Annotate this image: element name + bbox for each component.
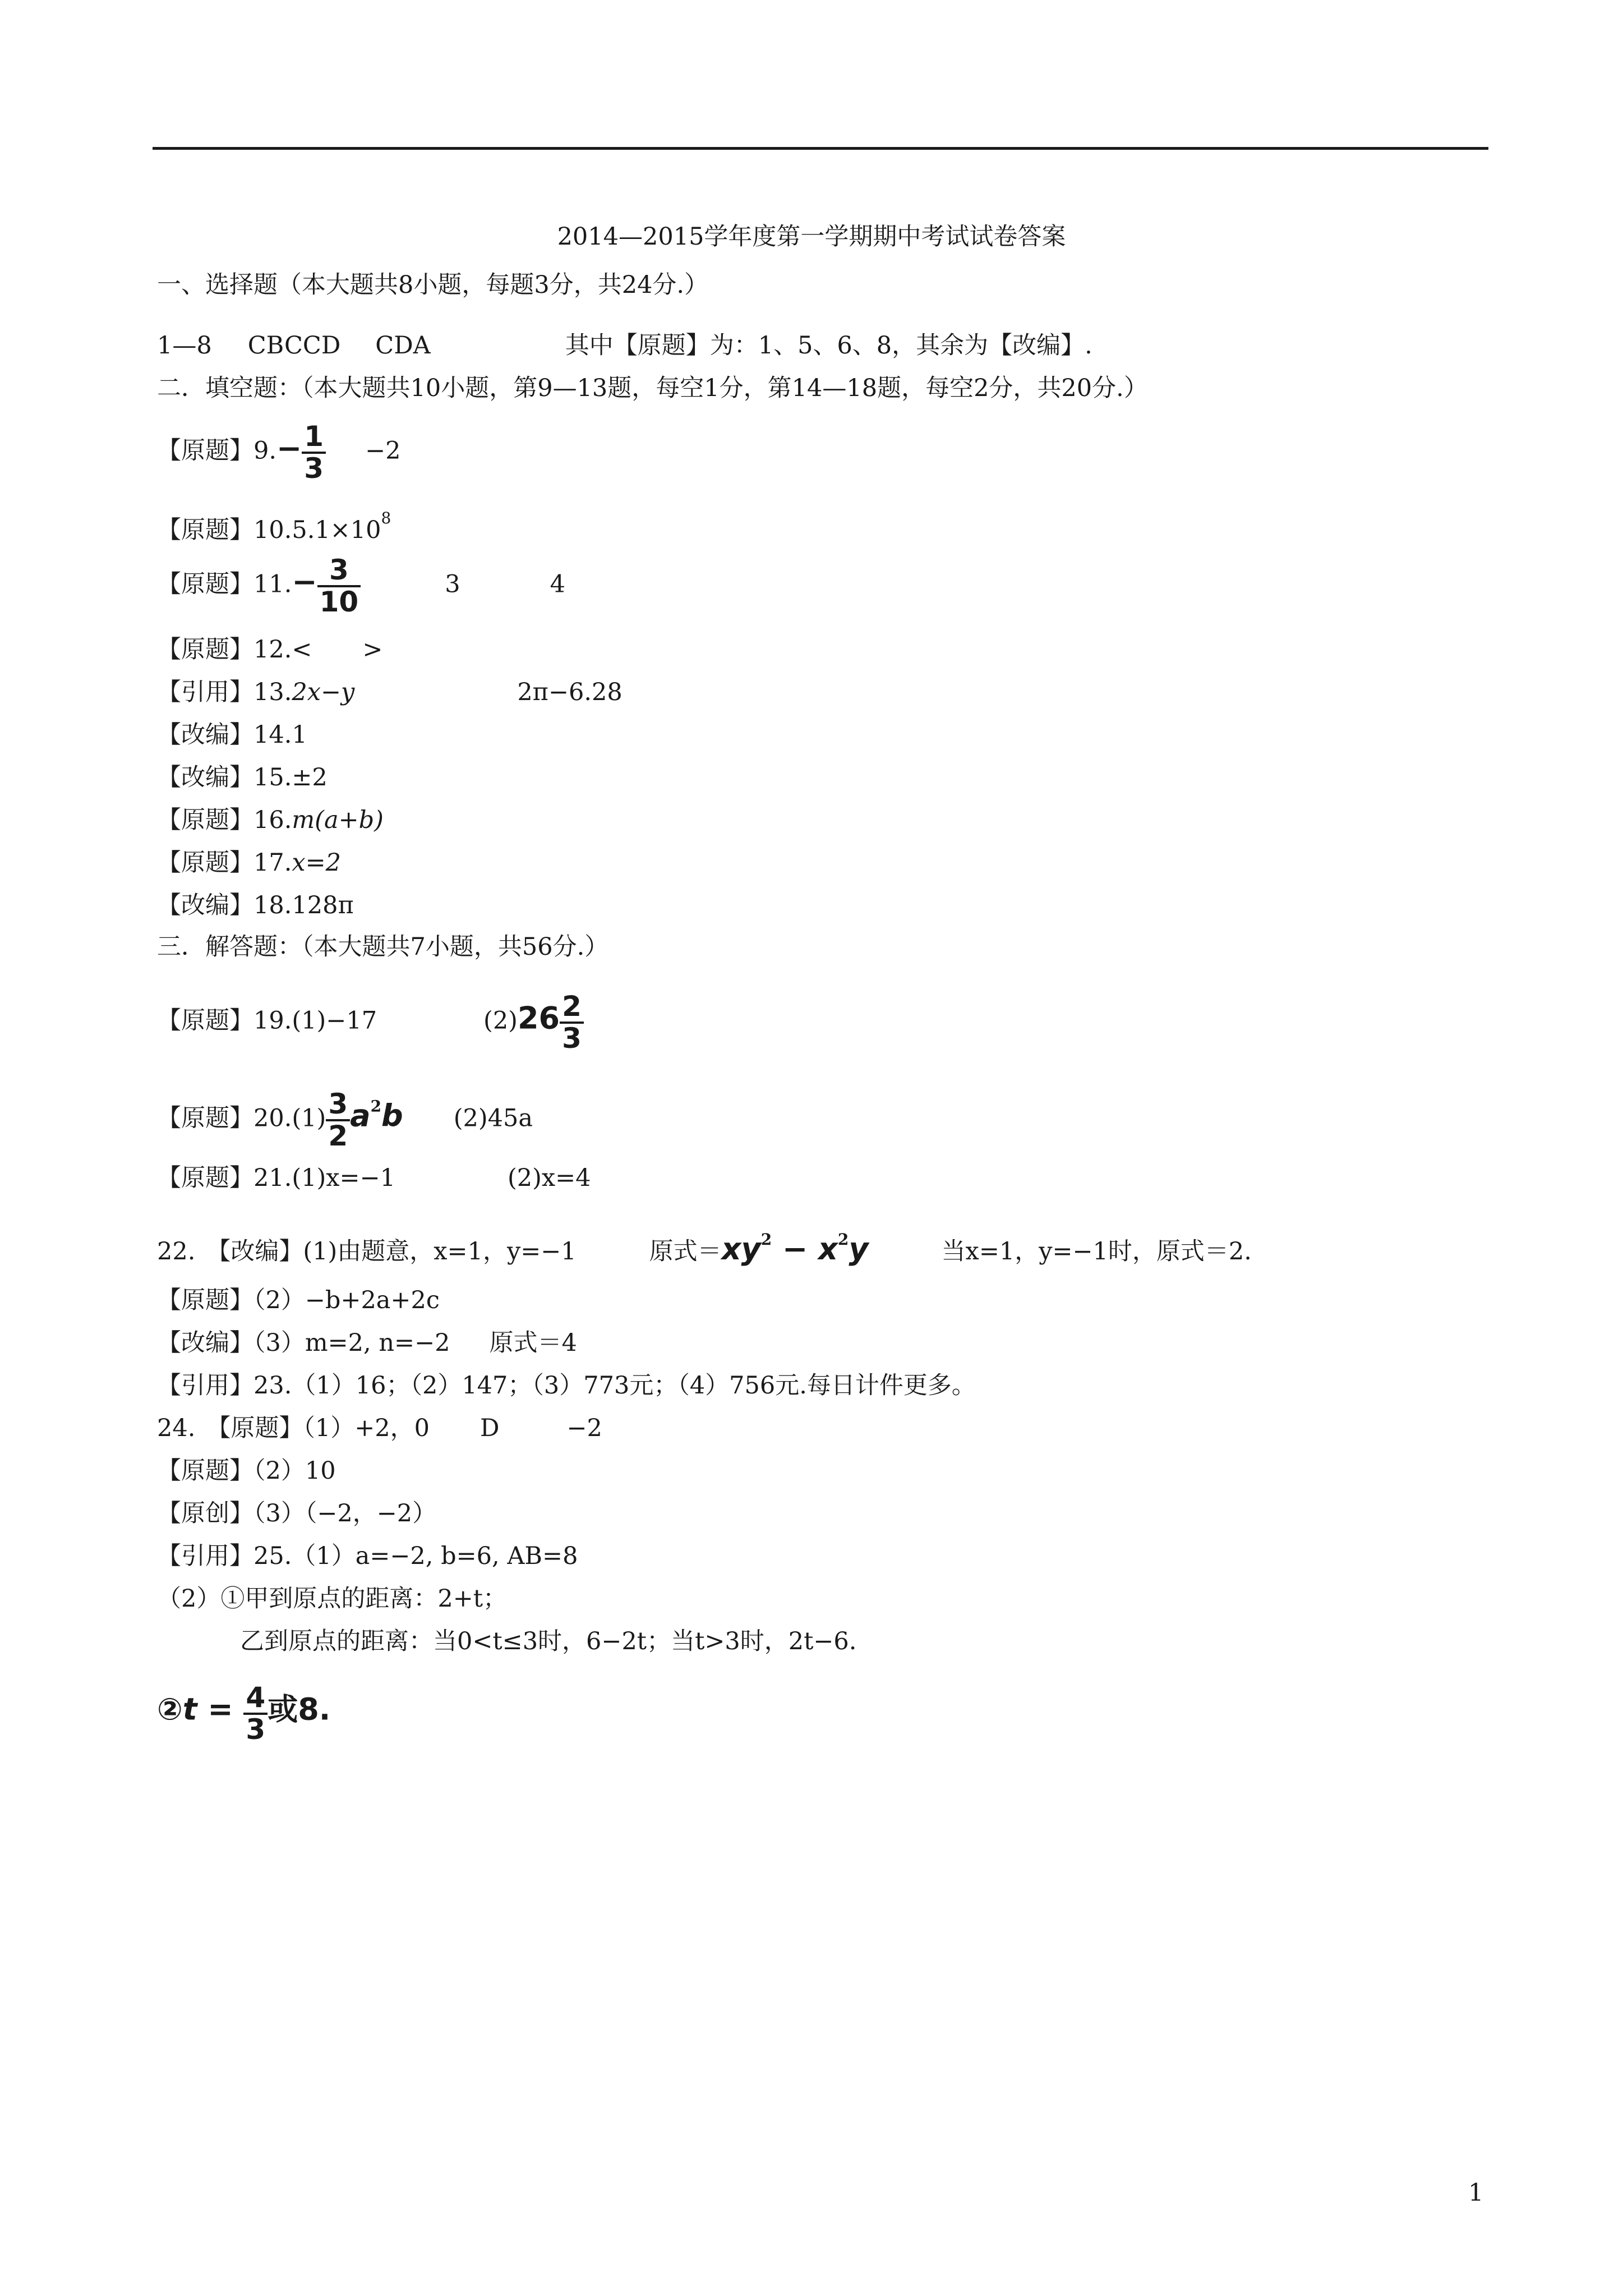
q25c-text: 乙到原点的距离：当0<t≤3时，6−2t；当t>3时，2t−6. <box>240 1627 857 1655</box>
q24c-line <box>157 1498 436 1529</box>
q11-num: 11. <box>253 570 292 599</box>
q24a-ans2: D <box>480 1414 500 1442</box>
q25d-var: t <box>182 1691 197 1727</box>
q17-line <box>157 847 341 878</box>
q19-whole: 26 <box>517 1000 560 1036</box>
q24b-tag: 【原题】 <box>157 1457 253 1485</box>
q17-ans: x=2 <box>292 849 342 877</box>
q19-line <box>157 992 584 1053</box>
q22a-minus: − <box>772 1231 819 1267</box>
q20-part1-label: (1) <box>292 1104 326 1133</box>
q22b-text: （2）−b+2a+2c <box>253 1286 440 1314</box>
q10-num: 10. <box>253 516 292 544</box>
q20-tag: 【原题】 <box>157 1104 253 1133</box>
q9-line <box>157 422 400 483</box>
q23-line <box>157 1370 976 1401</box>
q18-tag: 【改编】 <box>157 891 253 919</box>
q22a-line <box>157 1224 1252 1267</box>
section1-heading: 一、选择题（本大题共8小题，每题3分，共24分.） <box>157 271 709 299</box>
q25d-tail: 或8. <box>268 1691 331 1727</box>
page-title: 2014—2015学年度第一学期期中考试试卷答案 <box>557 223 1066 251</box>
q11-ans3: 4 <box>550 570 565 599</box>
section1-answers <box>157 330 1092 361</box>
page-number: 1 <box>1468 2179 1484 2207</box>
q22b-line <box>157 1285 440 1316</box>
q11-frac-num: 3 <box>317 555 361 587</box>
section2-heading: 二．填空题：（本大题共10小题，第9—13题，每空1分，第14—18题，每空2分，共20分.） <box>157 374 1148 402</box>
q16-line <box>157 804 384 836</box>
q10-tag: 【原题】 <box>157 516 253 544</box>
q11-sign: − <box>292 564 317 600</box>
q21-part1: (1)x=−1 <box>292 1164 395 1192</box>
q11-ans2: 3 <box>445 570 460 599</box>
section1-note: 其中【原题】为：1、5、6、8，其余为【改编】. <box>565 332 1092 360</box>
q22a-exp-2: 2 <box>837 1230 849 1249</box>
q19-fraction <box>560 992 584 1053</box>
q15-line <box>157 762 328 793</box>
q17-num: 17. <box>253 849 292 877</box>
q21-num: 21. <box>253 1164 292 1192</box>
q24b-text: （2）10 <box>253 1457 336 1485</box>
q25c-line <box>240 1626 856 1657</box>
q13-ans1: 2x−y <box>292 678 355 706</box>
q22c-text: （3）m=2, n=−2 <box>253 1329 450 1357</box>
q22a-exp-1: 2 <box>760 1230 772 1249</box>
q25d-frac-den: 3 <box>246 1713 266 1746</box>
q18-num: 18. <box>253 891 292 919</box>
q9-num: 9. <box>253 436 277 465</box>
q16-num: 16. <box>253 806 292 834</box>
q14-ans: 1 <box>292 721 307 749</box>
q25a-line <box>157 1540 578 1572</box>
q19-frac-num: 2 <box>560 992 584 1024</box>
q13-line <box>157 677 623 708</box>
q20-frac-den: 2 <box>328 1119 348 1152</box>
q21-line <box>157 1162 591 1194</box>
q22a-tag: 【改编】 <box>206 1237 303 1266</box>
q21-part2: (2)x=4 <box>507 1164 591 1192</box>
q24b-line <box>157 1455 336 1487</box>
q20-exp: 2 <box>370 1097 382 1116</box>
q25d-prefix: ② <box>157 1691 183 1727</box>
q15-ans: ±2 <box>292 763 328 792</box>
q20-var-b: b <box>381 1098 403 1134</box>
q22a-tail: 当x=1，y=−1时，原式＝2. <box>941 1237 1252 1266</box>
q20-num: 20. <box>253 1104 292 1133</box>
q9-frac-den: 3 <box>304 452 324 485</box>
q10-line <box>157 503 391 546</box>
q22c-line <box>157 1327 577 1359</box>
q9-fraction <box>302 422 326 483</box>
q18-line <box>157 890 354 921</box>
answers-a: CBCCD <box>247 332 341 360</box>
q16-ans: m(a+b) <box>292 806 384 834</box>
q20-part2: (2)45a <box>453 1104 533 1133</box>
q25b-text: （2）①甲到原点的距离：2+t； <box>157 1585 508 1613</box>
q16-tag: 【原题】 <box>157 806 253 834</box>
q25a-tag: 【引用】 <box>157 1542 253 1570</box>
q14-tag: 【改编】 <box>157 721 253 749</box>
q10-mantissa: 5.1×10 <box>292 516 381 544</box>
q25a-text: 25.（1）a=−2, b=6, AB=8 <box>253 1542 578 1570</box>
q9-sign: − <box>276 430 302 466</box>
answers-b: CDA <box>375 332 431 360</box>
q22c-tail: 原式＝4 <box>489 1329 577 1357</box>
q11-tag: 【原题】 <box>157 570 253 599</box>
q23-tag: 【引用】 <box>157 1372 253 1400</box>
q9-ans2: −2 <box>365 436 401 465</box>
q22a-term-xy: xy <box>721 1231 761 1267</box>
q19-num: 19. <box>253 1006 292 1035</box>
q22a-term-x: x <box>818 1231 838 1267</box>
q24a-line <box>157 1412 602 1444</box>
q24c-tag: 【原创】 <box>157 1499 253 1527</box>
q25b-line <box>157 1583 507 1614</box>
q14-line <box>157 719 307 751</box>
q13-num: 13. <box>253 678 292 706</box>
q11-line <box>157 555 565 616</box>
q20-line <box>157 1089 533 1151</box>
answer-range: 1—8 <box>157 332 212 360</box>
q19-tag: 【原题】 <box>157 1006 253 1035</box>
q25d-fraction <box>243 1683 268 1744</box>
q22a-term-y: y <box>849 1231 869 1267</box>
q15-num: 15. <box>253 763 292 792</box>
q20-frac-num: 3 <box>326 1089 350 1121</box>
q22b-tag: 【原题】 <box>157 1286 253 1314</box>
q14-num: 14. <box>253 721 292 749</box>
q24-num: 24. <box>157 1414 196 1442</box>
header-rule <box>153 147 1488 150</box>
q25d-line <box>157 1683 330 1744</box>
q22-num: 22. <box>157 1237 196 1266</box>
q13-tag: 【引用】 <box>157 678 253 706</box>
q9-tag: 【原题】 <box>157 436 253 465</box>
q18-ans: 128π <box>292 891 354 919</box>
q19-part2-label: (2) <box>483 1006 518 1035</box>
q12-ans2: > <box>362 636 383 664</box>
section3-heading: 三．解答题：（本大题共7小题，共56分.） <box>157 933 609 961</box>
q10-exponent: 8 <box>381 509 391 527</box>
q24c-text: （3）（−2，−2） <box>253 1499 437 1527</box>
q11-fraction <box>317 555 361 616</box>
q20-fraction <box>326 1089 350 1151</box>
q12-num: 12. <box>253 636 292 664</box>
q21-tag: 【原题】 <box>157 1164 253 1192</box>
q12-line <box>157 634 382 665</box>
q22a-text: (1)由题意，x=1，y=−1 <box>303 1237 577 1266</box>
q22a-expr-label: 原式＝ <box>649 1237 722 1266</box>
q19-frac-den: 3 <box>562 1022 582 1055</box>
q19-part1: (1)−17 <box>292 1006 377 1035</box>
q24a-tag: 【原题】 <box>206 1414 303 1442</box>
q23-text: 23.（1）16；（2）147；（3）773元；（4）756元.每日计件更多。 <box>253 1372 976 1400</box>
q24a-ans3: −2 <box>566 1414 602 1442</box>
q13-ans2: 2π−6.28 <box>517 678 623 706</box>
q9-frac-num: 1 <box>302 422 326 454</box>
q12-tag: 【原题】 <box>157 636 253 664</box>
q11-frac-den: 10 <box>319 585 359 618</box>
q22c-tag: 【改编】 <box>157 1329 253 1357</box>
q25d-frac-num: 4 <box>243 1683 268 1715</box>
q20-var-a: a <box>350 1098 371 1134</box>
q17-tag: 【原题】 <box>157 849 253 877</box>
q12-ans1: < <box>292 636 312 664</box>
q24a-text: （1）+2，0 <box>303 1414 430 1442</box>
q25d-eq: = <box>197 1691 244 1727</box>
q15-tag: 【改编】 <box>157 763 253 792</box>
